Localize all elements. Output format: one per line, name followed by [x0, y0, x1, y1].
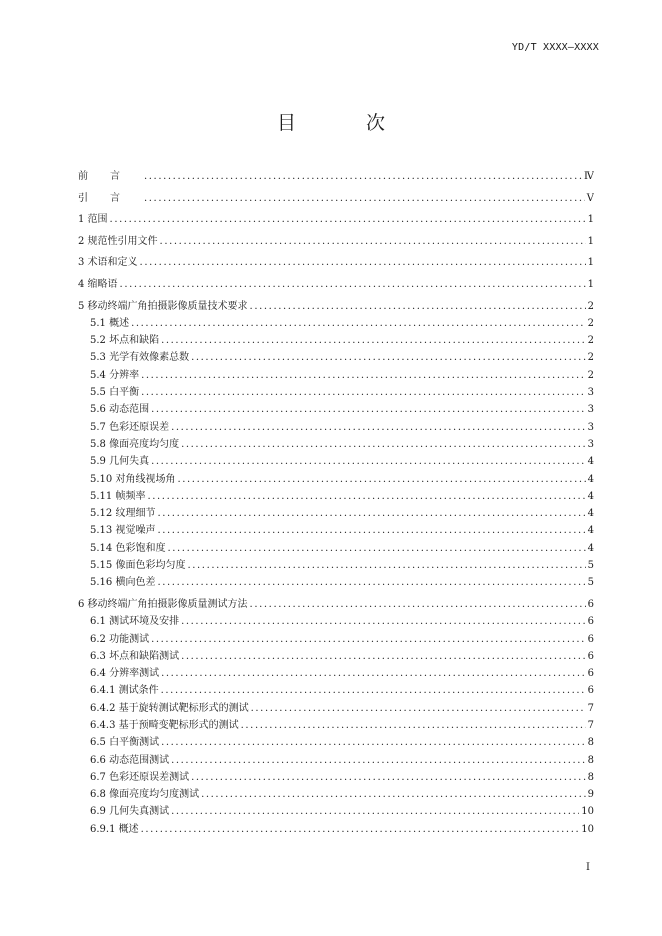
- toc-entry[interactable]: [78, 233, 594, 250]
- toc-dot-leader: [161, 332, 586, 349]
- toc-dot-leader: [144, 190, 585, 207]
- toc-dot-leader: [161, 734, 586, 751]
- page-title: 目 次: [276, 112, 418, 134]
- toc-dot-leader: [157, 522, 585, 539]
- toc-entry-label: 5.15 像面色彩均匀度: [90, 560, 186, 572]
- toc-entry-label: 5.10 对角线视场角: [90, 473, 176, 485]
- toc-dot-leader: [141, 384, 586, 401]
- toc-dot-leader: [191, 349, 586, 366]
- toc-entry-page: 8: [587, 754, 594, 766]
- toc-dot-leader: [131, 315, 586, 332]
- toc-entry[interactable]: [78, 596, 594, 613]
- toc-dot-leader: [250, 298, 586, 315]
- toc-entry-page: 8: [587, 771, 594, 783]
- toc-entry-page: 2: [587, 335, 594, 347]
- toc-entry-page: 2: [587, 369, 594, 381]
- toc-entry-label: 6.2 功能测试: [90, 633, 150, 645]
- toc-entry[interactable]: [78, 315, 594, 332]
- toc-dot-leader: [177, 471, 585, 488]
- toc-entry-page: 2: [587, 317, 594, 329]
- toc-dot-leader: [171, 803, 579, 820]
- toc-entry[interactable]: [78, 436, 594, 453]
- toc-dot-leader: [151, 453, 586, 470]
- toc-entry[interactable]: [78, 401, 594, 418]
- toc-entry-page: 6: [587, 685, 594, 697]
- toc-entry-page: Ⅴ: [586, 192, 594, 204]
- toc-dot-leader: [181, 613, 586, 630]
- toc-entry-label: 5.9 几何失真: [90, 456, 150, 468]
- toc-entry-label: 6.4 分辨率测试: [90, 668, 160, 680]
- toc-entry-label: 6.1 测试环境及安排: [90, 616, 180, 628]
- toc-entry-label: 1 范围: [78, 214, 108, 226]
- toc-entry-label: 6.7 色彩还原误差测试: [90, 771, 190, 783]
- toc-entry-page: 1: [587, 235, 594, 247]
- table-of-contents: [78, 168, 594, 838]
- toc-dot-leader: [241, 717, 586, 734]
- toc-entry-label: 6.5 白平衡测试: [90, 737, 160, 749]
- toc-entry[interactable]: [78, 471, 594, 488]
- toc-entry-label: 5.2 坏点和缺陷: [90, 335, 160, 347]
- toc-entry[interactable]: [78, 384, 594, 401]
- toc-entry[interactable]: [78, 648, 594, 665]
- toc-entry-page: 3: [587, 404, 594, 416]
- toc-entry-page: 4: [587, 508, 594, 520]
- toc-entry[interactable]: [78, 631, 594, 648]
- toc-dot-leader: [201, 786, 586, 803]
- toc-entry-label: 5.16 横向色差: [90, 577, 156, 589]
- toc-entry-page: 1: [587, 214, 594, 226]
- toc-entry-label: 3 术语和定义: [78, 257, 138, 269]
- toc-entry[interactable]: [78, 665, 594, 682]
- toc-entry-page: 1: [587, 278, 594, 290]
- toc-entry-page: 2: [587, 352, 594, 364]
- toc-dot-leader: [250, 596, 586, 613]
- toc-entry-label: 5.11 帧频率: [90, 490, 146, 502]
- toc-dot-leader: [181, 436, 586, 453]
- toc-dot-leader: [171, 752, 586, 769]
- toc-entry[interactable]: [78, 821, 594, 838]
- toc-entry[interactable]: [78, 769, 594, 786]
- toc-entry-label: 5.6 动态范围: [90, 404, 150, 416]
- toc-entry[interactable]: [78, 717, 594, 734]
- toc-entry[interactable]: [78, 276, 594, 293]
- toc-entry[interactable]: [78, 752, 594, 769]
- toc-dot-leader: [151, 401, 586, 418]
- toc-entry[interactable]: [78, 505, 594, 522]
- toc-entry[interactable]: [78, 803, 594, 820]
- toc-entry-page: 3: [587, 438, 594, 450]
- toc-entry-label: 5.5 白平衡: [90, 387, 140, 399]
- toc-dot-leader: [181, 648, 586, 665]
- toc-entry-page: 9: [587, 789, 594, 801]
- toc-entry[interactable]: [78, 332, 594, 349]
- toc-entry-label: 5.8 像面亮度均匀度: [90, 438, 180, 450]
- toc-entry[interactable]: [78, 453, 594, 470]
- toc-entry[interactable]: [78, 367, 594, 384]
- toc-entry[interactable]: [78, 700, 594, 717]
- toc-entry-label: 5.12 纹理细节: [90, 508, 156, 520]
- toc-entry-page: 10: [581, 823, 594, 835]
- toc-entry[interactable]: [78, 254, 594, 271]
- toc-entry[interactable]: [78, 488, 594, 505]
- toc-entry-page: 6: [587, 598, 594, 610]
- toc-entry-page: 7: [587, 702, 594, 714]
- toc-entry-page: 4: [587, 525, 594, 537]
- toc-entry[interactable]: [78, 613, 594, 630]
- toc-entry-label: 6.9.1 概述: [90, 823, 139, 835]
- toc-entry[interactable]: [78, 522, 594, 539]
- toc-entry[interactable]: [78, 786, 594, 803]
- toc-entry-label: 5.14 色彩饱和度: [90, 542, 166, 554]
- toc-entry[interactable]: [78, 211, 594, 228]
- toc-entry-page: 4: [587, 473, 594, 485]
- toc-entry-page: 2: [587, 300, 594, 312]
- toc-dot-leader: [141, 367, 586, 384]
- standard-code: YD/T XXXX—XXXX: [511, 42, 599, 53]
- toc-entry-label: 6.9 几何失真测试: [90, 806, 170, 818]
- toc-entry-label: 6.3 坏点和缺陷测试: [90, 650, 180, 662]
- toc-entry-label: 引言: [78, 192, 142, 204]
- toc-entry-page: 6: [587, 650, 594, 662]
- toc-entry-page: 1: [587, 257, 594, 269]
- toc-entry[interactable]: [78, 682, 594, 699]
- toc-entry-label: 6 移动终端广角拍摄影像质量测试方法: [78, 598, 248, 610]
- toc-entry-page: 3: [587, 421, 594, 433]
- toc-entry[interactable]: [78, 349, 594, 366]
- toc-entry-label: 5.3 光学有效像素总数: [90, 352, 190, 364]
- toc-dot-leader: [160, 233, 586, 250]
- toc-entry-page: 5: [587, 577, 594, 589]
- toc-entry-label: 5 移动终端广角拍摄影像质量技术要求: [78, 300, 248, 312]
- toc-entry-label: 2 规范性引用文件: [78, 235, 158, 247]
- toc-dot-leader: [141, 821, 580, 838]
- toc-dot-leader: [251, 700, 586, 717]
- toc-entry-page: Ⅳ: [584, 171, 594, 182]
- toc-entry-page: 3: [587, 387, 594, 399]
- toc-entry[interactable]: [78, 298, 594, 315]
- toc-entry-page: 6: [587, 668, 594, 680]
- toc-entry[interactable]: [78, 557, 594, 574]
- toc-dot-leader: [157, 505, 585, 522]
- toc-entry[interactable]: [78, 190, 594, 207]
- toc-dot-leader: [147, 488, 585, 505]
- toc-dot-leader: [187, 557, 585, 574]
- toc-entry-page: 8: [587, 737, 594, 749]
- toc-entry[interactable]: [78, 574, 594, 591]
- toc-entry-label: 6.4.2 基于旋转测试靶标形式的测试: [90, 702, 249, 714]
- toc-entry-page: 4: [587, 490, 594, 502]
- toc-dot-leader: [167, 540, 585, 557]
- toc-entry[interactable]: [78, 168, 594, 185]
- toc-dot-leader: [120, 276, 586, 293]
- toc-dot-leader: [157, 574, 585, 591]
- toc-entry-page: 10: [581, 806, 594, 818]
- toc-entry-label: 5.13 视觉噪声: [90, 525, 156, 537]
- toc-dot-leader: [161, 665, 586, 682]
- toc-entry-label: 前言: [78, 171, 142, 182]
- toc-dot-leader: [144, 168, 582, 185]
- toc-entry-page: 6: [587, 633, 594, 645]
- toc-entry-label: 5.4 分辨率: [90, 369, 140, 381]
- toc-dot-leader: [110, 211, 586, 228]
- toc-entry-label: 5.7 色彩还原误差: [90, 421, 170, 433]
- toc-entry-page: 4: [587, 456, 594, 468]
- toc-entry-label: 6.6 动态范围测试: [90, 754, 170, 766]
- toc-entry-label: 6.4.1 测试条件: [90, 685, 159, 697]
- toc-dot-leader: [151, 631, 586, 648]
- page-number: I: [586, 862, 590, 873]
- toc-entry[interactable]: [78, 419, 594, 436]
- toc-entry-page: 7: [587, 719, 594, 731]
- toc-dot-leader: [161, 682, 586, 699]
- toc-entry-label: 6.8 像面亮度均匀度测试: [90, 789, 200, 801]
- toc-entry-page: 5: [587, 560, 594, 572]
- toc-dot-leader: [171, 419, 586, 436]
- toc-entry-label: 5.1 概述: [90, 317, 130, 329]
- toc-entry-label: 4 缩略语: [78, 278, 118, 290]
- toc-dot-leader: [140, 254, 586, 271]
- toc-entry[interactable]: [78, 540, 594, 557]
- toc-entry-page: 4: [587, 542, 594, 554]
- toc-entry-page: 6: [587, 616, 594, 628]
- toc-dot-leader: [191, 769, 586, 786]
- toc-entry-label: 6.4.3 基于预畸变靶标形式的测试: [90, 719, 239, 731]
- toc-entry[interactable]: [78, 734, 594, 751]
